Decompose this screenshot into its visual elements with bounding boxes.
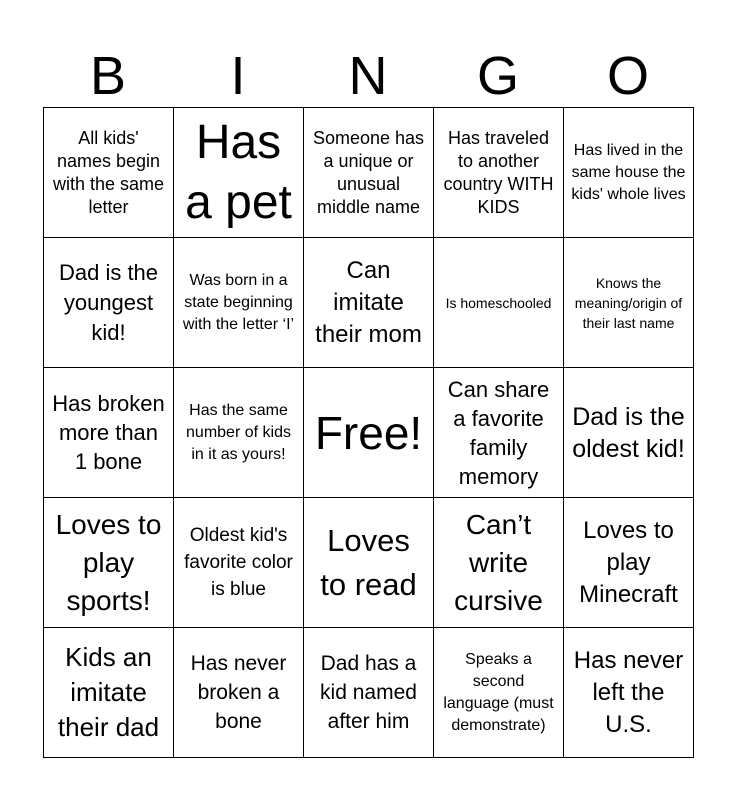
cell-text: Free! [314,406,423,459]
bingo-cell[interactable] [44,108,174,238]
bingo-header [43,44,693,108]
cell-text: Has never broken a bone [190,652,287,733]
bingo-cell[interactable] [434,498,564,628]
bingo-cell[interactable] [434,628,564,758]
cell-text: Has the same number of kids in it as yours! [186,401,291,463]
bingo-cell[interactable] [174,108,304,238]
bingo-cell[interactable] [564,628,694,758]
bingo-cell[interactable] [304,238,434,368]
cell-text: Has traveled to another country WITH KIDS [443,127,554,217]
bingo-cell[interactable] [564,108,694,238]
bingo-cell[interactable] [434,108,564,238]
bingo-cell[interactable] [174,368,304,498]
bingo-cell[interactable] [304,498,434,628]
cell-text: Dad is the oldest kid! [572,402,685,463]
header-letter-n: N [348,46,388,106]
bingo-cell[interactable] [564,368,694,498]
cell-text: Can share a favorite family memory [447,376,550,489]
cell-text: Speaks a second language (must demonstrate) [443,650,554,734]
header-letter-i: I [230,46,246,106]
bingo-cell[interactable] [564,238,694,368]
bingo-cell[interactable] [304,368,434,498]
bingo-cell[interactable] [44,368,174,498]
bingo-cell[interactable] [304,628,434,758]
bingo-cell[interactable] [44,498,174,628]
bingo-cell[interactable] [564,498,694,628]
header-letter-o: O [606,46,649,106]
cell-text: Was born in a state beginning with the letter ‘I’ [182,271,295,333]
header-letter-b: B [89,46,127,106]
cell-text: Dad has a kid named after him [320,652,417,733]
bingo-cell[interactable] [434,368,564,498]
bingo-cell[interactable] [434,238,564,368]
cell-text: Is homeschooled [445,294,552,311]
cell-text: Can imitate their mom [315,256,422,348]
bingo-cell[interactable] [44,628,174,758]
cell-text: Loves to play Minecraft [579,516,678,608]
cell-text: Has never left the U.S. [573,646,684,738]
cell-text: Oldest kid's favorite color is blue [184,525,293,600]
bingo-cell[interactable] [174,238,304,368]
cell-text: Has broken more than 1 bone [52,391,165,474]
cell-text: Someone has a unique or unusual middle name [312,127,425,217]
cell-text: Loves to read [320,522,417,602]
cell-text: Has a pet [185,115,292,229]
cell-text: Can’t write cursive [454,508,543,616]
bingo-grid [43,107,694,758]
bingo-cell[interactable] [304,108,434,238]
cell-text: Kids an imitate their dad [57,642,160,742]
header-letter-g: G [476,46,519,106]
bingo-cell[interactable] [44,238,174,368]
cell-text: Has lived in the same house the kids' whole lives [571,141,686,203]
cell-text: Loves to play sports! [55,508,162,616]
cell-text: Knows the meaning/origin of their last name [574,274,683,331]
cell-text: Dad is the youngest kid! [58,259,159,345]
bingo-cell[interactable] [174,628,304,758]
cell-text: All kids' names begin with the same letter [52,127,165,217]
bingo-cell[interactable] [174,498,304,628]
